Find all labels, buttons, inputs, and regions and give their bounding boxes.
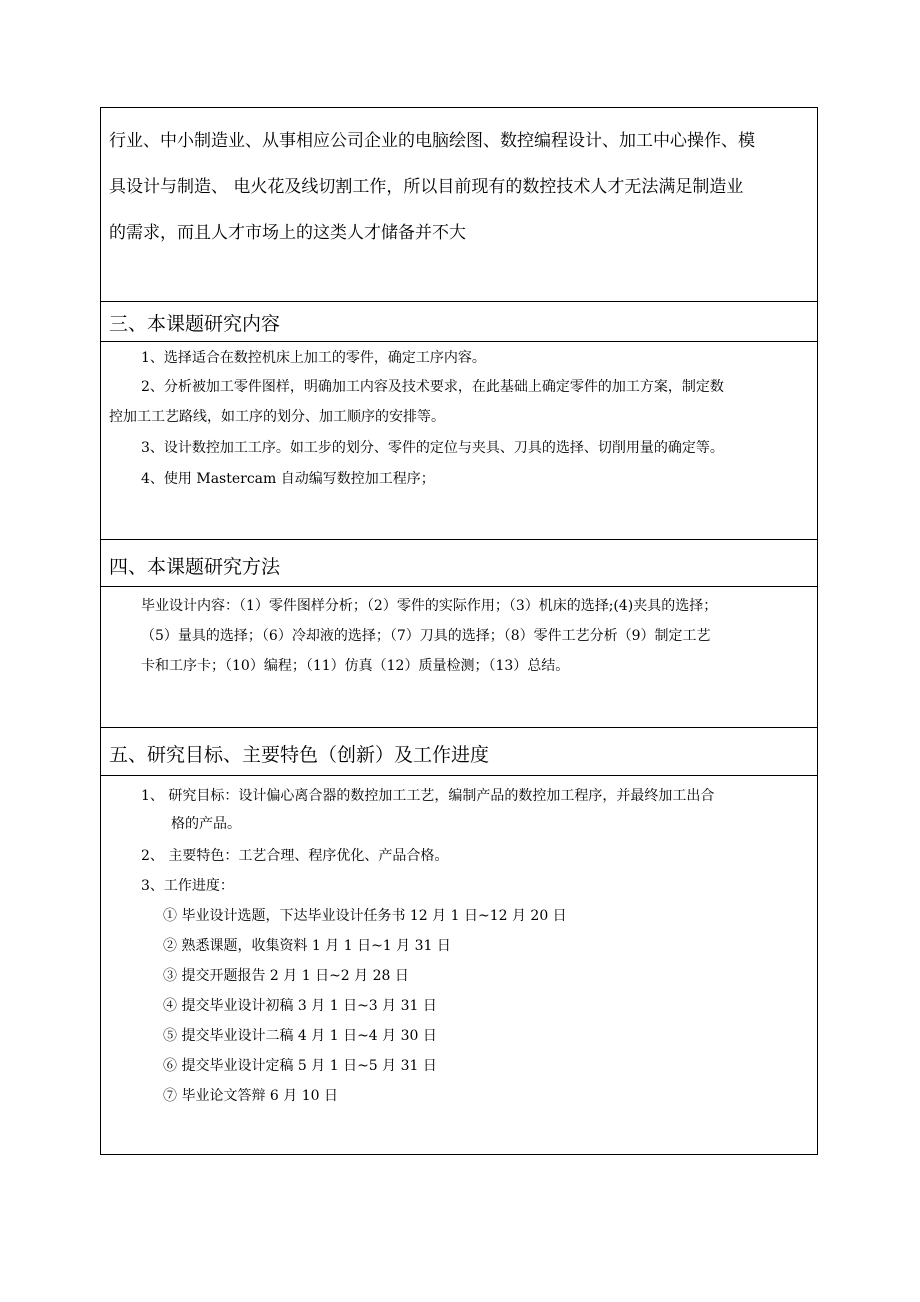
schedule-item: ② 熟悉课题，收集资料 1 月 1 日~1 月 31 日	[163, 938, 451, 954]
intro-line: 行业、中小制造业、从事相应公司企业的电脑绘图、数控编程设计、加工中心操作、模	[109, 131, 755, 151]
intro-line: 具设计与制造、 电火花及线切割工作，所以目前现有的数控技术人才无法满足制造业	[109, 177, 744, 197]
schedule-item: ⑤ 提交毕业设计二稿 4 月 1 日~4 月 30 日	[163, 1028, 437, 1044]
section-5-progress-title: 3、工作进度：	[141, 878, 234, 894]
divider	[101, 727, 817, 728]
section-4-heading: 四、本课题研究方法	[109, 556, 281, 578]
section-3-line: 4、使用 Mastercam 自动编写数控加工程序；	[141, 471, 435, 487]
section-5-heading: 五、研究目标、主要特色（创新）及工作进度	[109, 744, 490, 766]
intro-line: 的需求，而且人才市场上的这类人才储备并不大	[109, 223, 466, 243]
schedule-item: ⑦ 毕业论文答辩 6 月 10 日	[163, 1088, 338, 1104]
section-3-line: 1、选择适合在数控机床上加工的零件，确定工序内容。	[141, 350, 486, 366]
section-3-heading: 三、本课题研究内容	[109, 313, 281, 335]
divider	[101, 586, 817, 587]
schedule-item: ③ 提交开题报告 2 月 1 日~2 月 28 日	[163, 968, 409, 984]
report-table	[100, 107, 818, 1155]
divider	[101, 539, 817, 540]
section-4-line: （5）量具的选择；（6）冷却液的选择；（7）刀具的选择；（8）零件工艺分析（9）制定工艺	[141, 628, 711, 644]
section-5-goal-line: 格的产品。	[171, 816, 241, 832]
section-5-feature: 2、 主要特色：工艺合理、程序优化、产品合格。	[141, 848, 449, 864]
schedule-item: ④ 提交毕业设计初稿 3 月 1 日~3 月 31 日	[163, 998, 437, 1014]
section-4-line: 毕业设计内容：（1）零件图样分析；（2）零件的实际作用；（3）机床的选择;(4)夹具的选择；	[141, 598, 718, 614]
section-4-line: 卡和工序卡；（10）编程；（11）仿真（12）质量检测；（13）总结。	[141, 658, 570, 674]
section-3-line: 控加工工艺路线，如工序的划分、加工顺序的安排等。	[109, 409, 445, 425]
section-5-goal-line: 1、 研究目标：设计偏心离合器的数控加工工艺，编制产品的数控加工程序，并最终加工出合	[141, 788, 715, 804]
schedule-item: ⑥ 提交毕业设计定稿 5 月 1 日~5 月 31 日	[163, 1058, 437, 1074]
divider	[101, 301, 817, 302]
divider	[101, 341, 817, 342]
schedule-item: ① 毕业设计选题，下达毕业设计任务书 12 月 1 日~12 月 20 日	[163, 908, 567, 924]
section-3-line: 2、分析被加工零件图样，明确加工内容及技术要求，在此基础上确定零件的加工方案，制定数	[141, 379, 724, 395]
divider	[101, 775, 817, 776]
section-3-line: 3、设计数控加工工序。如工步的划分、零件的定位与夹具、刀具的选择、切削用量的确定等。	[141, 440, 724, 456]
